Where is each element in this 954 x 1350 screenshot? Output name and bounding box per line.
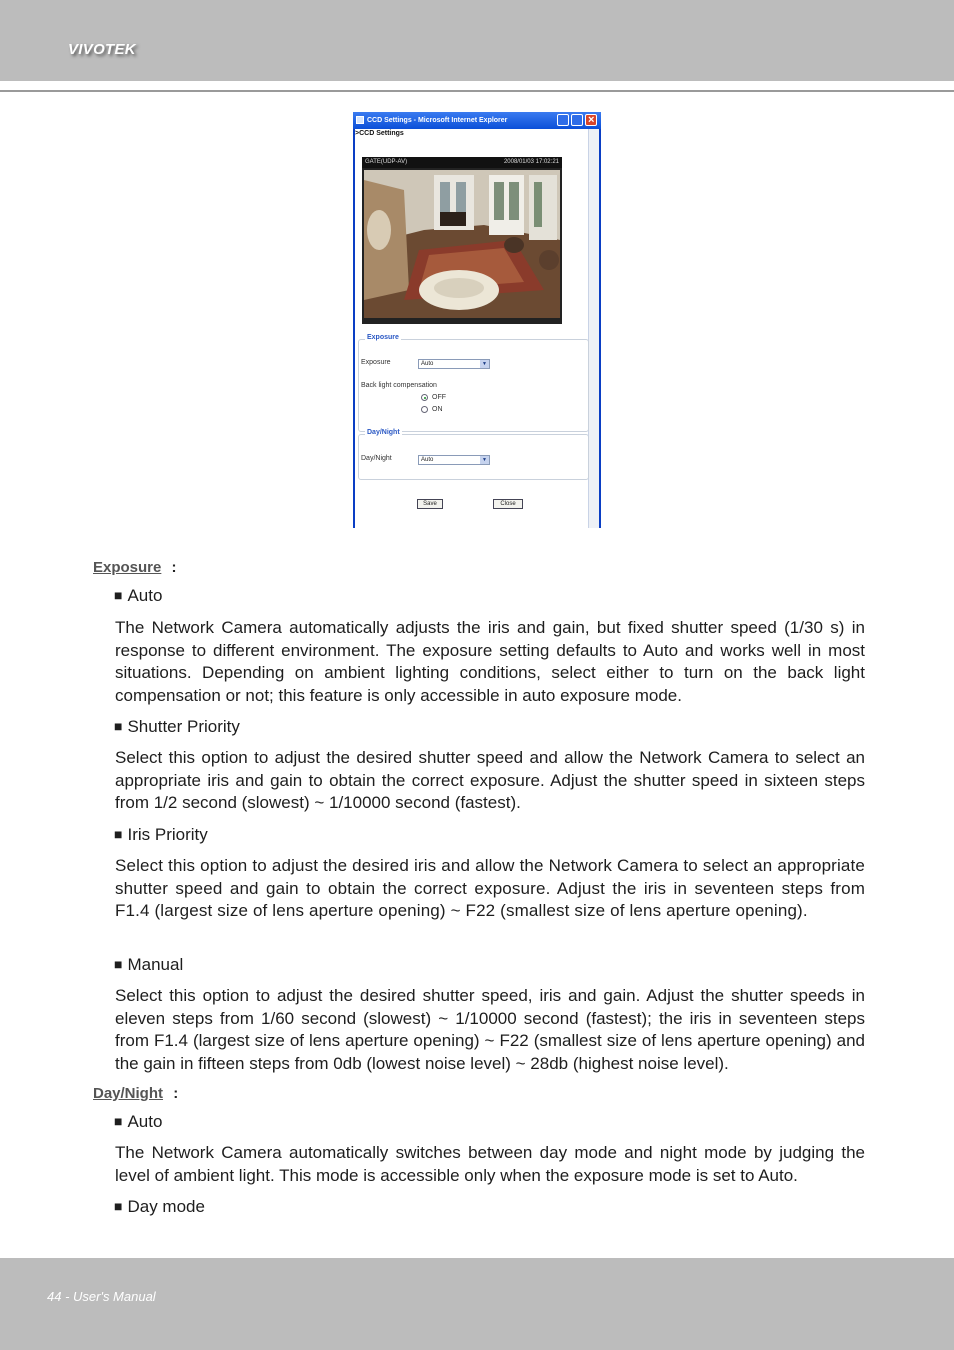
daynight-group-legend: Day/Night: [367, 429, 400, 436]
bullet-square-icon: ■: [114, 1198, 123, 1214]
close-button: Close: [493, 499, 523, 509]
page-number: 44 - User's Manual: [47, 1289, 156, 1304]
shutter-priority-text: Select this option to adjust the desired shutter speed and allow the Network Camera to select an appropriate iris and gain to obtain the correct exposure. Adjust the shutter speed in sixteen steps from 1/2 second (slowest) ~ 1/10000 second (fastest).: [115, 748, 865, 812]
daynight-select-value: Auto: [421, 457, 434, 463]
bullet-square-icon: ■: [114, 826, 123, 842]
iris-priority-title: [114, 825, 208, 845]
save-button: Save: [417, 499, 443, 509]
backlight-on-label: ON: [432, 406, 443, 413]
ie-icon: [356, 116, 364, 124]
backlight-on-radio: [421, 406, 428, 413]
daynight-auto-title-text: Auto: [127, 1112, 163, 1131]
bullet-square-icon: ■: [114, 587, 123, 603]
backlight-off-radio: [421, 394, 428, 401]
manual-text: Select this option to adjust the desired shutter speed, iris and gain. Adjust the shutter speeds in eleven steps from 1/60 second (slowest) ~ 1/10000 second (fastest); the iris in seventeen steps from F1.4 (largest size of lens aperture opening) ~ F22 (smallest size of lens aperture opening) and the gain in fifteen steps from 0db (lowest noise level) ~ 28db (highest noise level).: [115, 986, 865, 1073]
iris-priority-title-text: Iris Priority: [127, 825, 208, 844]
window-title: CCD Settings - Microsoft Internet Explorer: [367, 117, 508, 124]
page-header: [0, 0, 954, 81]
exposure-auto-text: The Network Camera automatically adjusts the iris and gain, but fixed shutter speed (1/30 s) in response to different environment. The exposure setting defaults to Auto and works well in most situations. Depending on ambient lighting conditions, select either to turn on the back light compensation or not; this feature is only accessible in auto exposure mode.: [115, 618, 865, 705]
daynight-label: Day/Night: [361, 455, 392, 462]
daynight-heading-colon: :: [173, 1085, 179, 1102]
shutter-priority-title: [114, 717, 240, 737]
bullet-square-icon: ■: [114, 956, 123, 972]
iris-priority-text: Select this option to adjust the desired iris and allow the Network Camera to select an appropriate shutter speed and gain to obtain the correct exposure. Adjust the iris in seventeen steps from F1.4 (largest size of lens aperture opening) ~ F22 (smallest size of lens aperture opening).: [115, 856, 865, 920]
header-divider: [0, 90, 954, 92]
ccd-settings-window-screenshot: [353, 112, 601, 528]
exposure-group-legend: Exposure: [367, 334, 399, 341]
page-footer: [0, 1258, 954, 1350]
chevron-down-icon: ▼: [480, 360, 489, 368]
video-preview: [362, 157, 562, 324]
bullet-square-icon: ■: [114, 718, 123, 734]
exposure-heading-colon: :: [171, 559, 177, 576]
manual-title: [114, 955, 183, 975]
close-icon: [585, 114, 597, 126]
video-source-label: GATE(UDP-AV): [365, 159, 408, 165]
exposure-group: [358, 334, 589, 432]
window-body: [355, 129, 599, 528]
manual-title-text: Manual: [127, 955, 184, 974]
scrollbar: [588, 129, 599, 528]
living-room-image: [364, 170, 560, 318]
daynight-select: [418, 455, 490, 465]
day-mode-title-text: Day mode: [127, 1197, 205, 1216]
day-mode-title: [114, 1197, 205, 1217]
exposure-auto-title-text: Auto: [127, 586, 163, 605]
exposure-heading-text: Exposure: [93, 559, 162, 576]
brand-logo: VIVOTEK: [68, 41, 136, 58]
exposure-select-value: Auto: [421, 361, 434, 367]
exposure-auto-title: [114, 586, 162, 606]
daynight-auto-title: [114, 1112, 162, 1132]
bullet-square-icon: ■: [114, 1113, 123, 1129]
chevron-down-icon: ▼: [480, 456, 489, 464]
window-titlebar: [353, 112, 601, 129]
backlight-off-label: OFF: [432, 394, 446, 401]
maximize-icon: [571, 114, 583, 126]
exposure-label: Exposure: [361, 359, 391, 366]
daynight-auto-text: The Network Camera automatically switches between day mode and night mode by judging the level of ambient light. This mode is accessible only when the exposure mode is set to Auto.: [115, 1143, 865, 1185]
breadcrumb: >CCD Settings: [355, 130, 404, 137]
exposure-select: [418, 359, 490, 369]
daynight-group: [358, 429, 589, 480]
daynight-heading: [93, 1085, 178, 1102]
shutter-priority-title-text: Shutter Priority: [127, 717, 240, 736]
daynight-heading-text: Day/Night: [93, 1085, 164, 1102]
video-overlay-bar: [362, 157, 562, 168]
minimize-icon: [557, 114, 569, 126]
backlight-label: Back light compensation: [361, 382, 437, 389]
video-timestamp: 2008/01/03 17:02:21: [503, 159, 559, 165]
exposure-heading: [93, 559, 177, 576]
